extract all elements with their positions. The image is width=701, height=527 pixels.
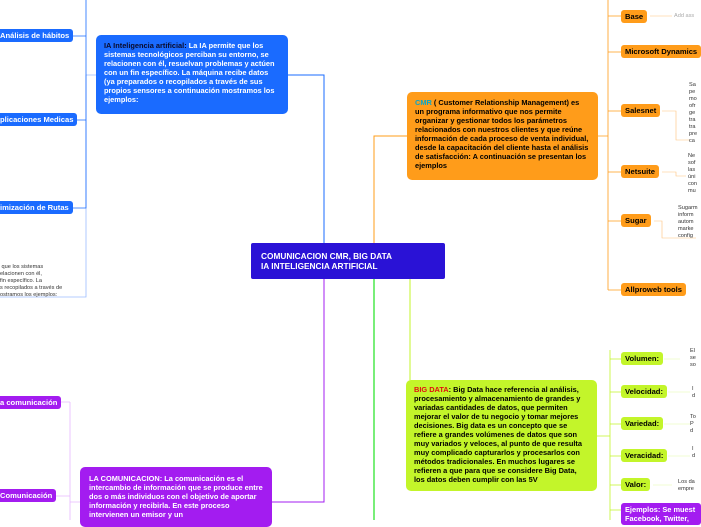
crm-child-label: Salesnet bbox=[625, 106, 657, 115]
bigdata-note-velocidad: I d bbox=[692, 385, 696, 399]
bigdata-child-label: Volumen: bbox=[625, 354, 660, 363]
crm-child-label: Base bbox=[625, 12, 644, 21]
ia-child-label: imización de Rutas bbox=[0, 203, 69, 212]
connector-com-children bbox=[55, 402, 80, 520]
bigdata-child-label: Veracidad: bbox=[625, 451, 664, 460]
comunicacion-text: LA COMUNICACION: La comunicación es el intercambio de información que se produce entre dos o más individuos con el objetivo de aportar información y recibirla. En este proceso intervienen un emisor y un bbox=[89, 474, 263, 520]
crm-child-allproweb[interactable] bbox=[621, 283, 686, 296]
crm-child-label: Netsuite bbox=[625, 167, 655, 176]
crm-child-sugar[interactable] bbox=[621, 214, 651, 227]
connector-bigdata-children bbox=[597, 350, 621, 520]
connector-center-ia bbox=[288, 75, 324, 243]
bigdata-child-velocidad[interactable] bbox=[621, 385, 667, 398]
bigdata-examples[interactable] bbox=[621, 503, 701, 525]
bigdata-examples-line1: Ejemplos: Se muest bbox=[625, 505, 696, 514]
ia-child-aplicaciones[interactable] bbox=[0, 113, 77, 126]
crm-note-sugar: Sugarm inform autom marke config bbox=[678, 205, 698, 239]
bigdata-note-variedad: To P d bbox=[690, 414, 696, 434]
bigdata-child-label: Velocidad: bbox=[625, 387, 663, 396]
bigdata-child-veracidad[interactable] bbox=[621, 449, 667, 462]
crm-child-label: Sugar bbox=[625, 216, 647, 225]
ia-note: que los sistemas elacionen con él, fin específico. La s recopilados a través de ostramos los ejemplos: bbox=[0, 264, 63, 298]
com-child-2[interactable] bbox=[0, 489, 56, 502]
crm-text: ( Customer Relationship Management) es un programa informativo que nos permite organizar y gestionar todos los parámetros relacionados con nuestros clientes y que reúne información de cada proceso de venta individual, desde la capacitación del cliente hasta el análisis de satisfacción: A continuación se presentan los ejemplos bbox=[415, 98, 589, 171]
ia-topic[interactable] bbox=[96, 35, 288, 114]
bigdata-note-volumen: El se so bbox=[690, 348, 696, 368]
bigdata-highlight: BIG DATA bbox=[414, 385, 449, 394]
bigdata-note-valor: Los da empre bbox=[678, 479, 695, 492]
crm-child-label: Allproweb tools bbox=[625, 285, 682, 294]
comunicacion-topic[interactable] bbox=[80, 467, 272, 527]
crm-child-dynamics[interactable] bbox=[621, 45, 701, 58]
bigdata-child-variedad[interactable] bbox=[621, 417, 663, 430]
central-topic[interactable] bbox=[251, 243, 445, 279]
bigdata-child-volumen[interactable] bbox=[621, 352, 663, 365]
ia-child-label: Análisis de hábitos bbox=[0, 31, 70, 40]
com-child-label: a comunicación bbox=[0, 398, 58, 407]
com-child-label: Comunicación bbox=[0, 491, 53, 500]
crm-child-salesnet[interactable] bbox=[621, 104, 660, 117]
bigdata-child-label: Variedad: bbox=[625, 419, 660, 428]
central-title-line1: COMUNICACION CMR, BIG DATA bbox=[261, 251, 393, 261]
ia-child-rutas[interactable] bbox=[0, 201, 73, 214]
crm-note-salesnet: Sa pe mo ofr ge tra tra pre ca bbox=[689, 82, 698, 144]
bigdata-examples-line2: Facebook, Twitter, bbox=[625, 513, 689, 523]
central-title-line2: IA INTELIGENCIA ARTIFICIAL bbox=[261, 261, 378, 272]
crm-topic[interactable] bbox=[407, 92, 598, 180]
connector-ia-children bbox=[72, 0, 86, 208]
com-child-1[interactable] bbox=[0, 396, 61, 409]
crm-note-netsuite: Ne sof las úni con mu bbox=[688, 153, 698, 194]
bigdata-text: : Big Data hace referencia al análisis, procesamiento y almacenamiento de grandes y variadas cantidades de datos, que permiten mejorar el valor de tu negocio y tomar mejores decisiones. Big data es un concepto que se refiere a grandes volúmenes de datos que son muy variados y veloces, al punto de que resulta muy complicado capturarlos y procesarlos con métodos tradicionales. En muchos lugares se refieren a que para que se considere Big Data, los datos deben cumplir con las 5V bbox=[414, 385, 582, 485]
bigdata-child-valor[interactable] bbox=[621, 478, 650, 491]
crm-highlight: CMR bbox=[415, 98, 432, 107]
ia-text: La IA permite que los sistemas tecnológicos perciban su entorno, se relacionen con él, resuelvan problemas y actúen con un fin específico. La máquina recibe datos (ya preparados o recopilados a través de sus propios sensores a continuación mostramos los ejemplos: bbox=[104, 41, 275, 105]
bigdata-note-veracidad: I d bbox=[692, 446, 696, 459]
ia-child-analisis[interactable] bbox=[0, 29, 73, 42]
bigdata-child-label: Valor: bbox=[625, 480, 647, 489]
bigdata-topic[interactable] bbox=[406, 380, 597, 491]
crm-note-base: Add ass bbox=[674, 13, 695, 19]
crm-child-netsuite[interactable] bbox=[621, 165, 659, 178]
connector-center-crm bbox=[374, 136, 407, 243]
connector-center-com bbox=[272, 279, 324, 502]
connector-crm-children bbox=[598, 0, 621, 290]
crm-child-base[interactable] bbox=[621, 10, 647, 23]
crm-child-label: Microsoft Dynamics bbox=[625, 47, 698, 56]
ia-child-label: plicaciones Medicas bbox=[0, 115, 74, 124]
ia-highlight: IA Inteligencia artificial: bbox=[104, 41, 187, 50]
